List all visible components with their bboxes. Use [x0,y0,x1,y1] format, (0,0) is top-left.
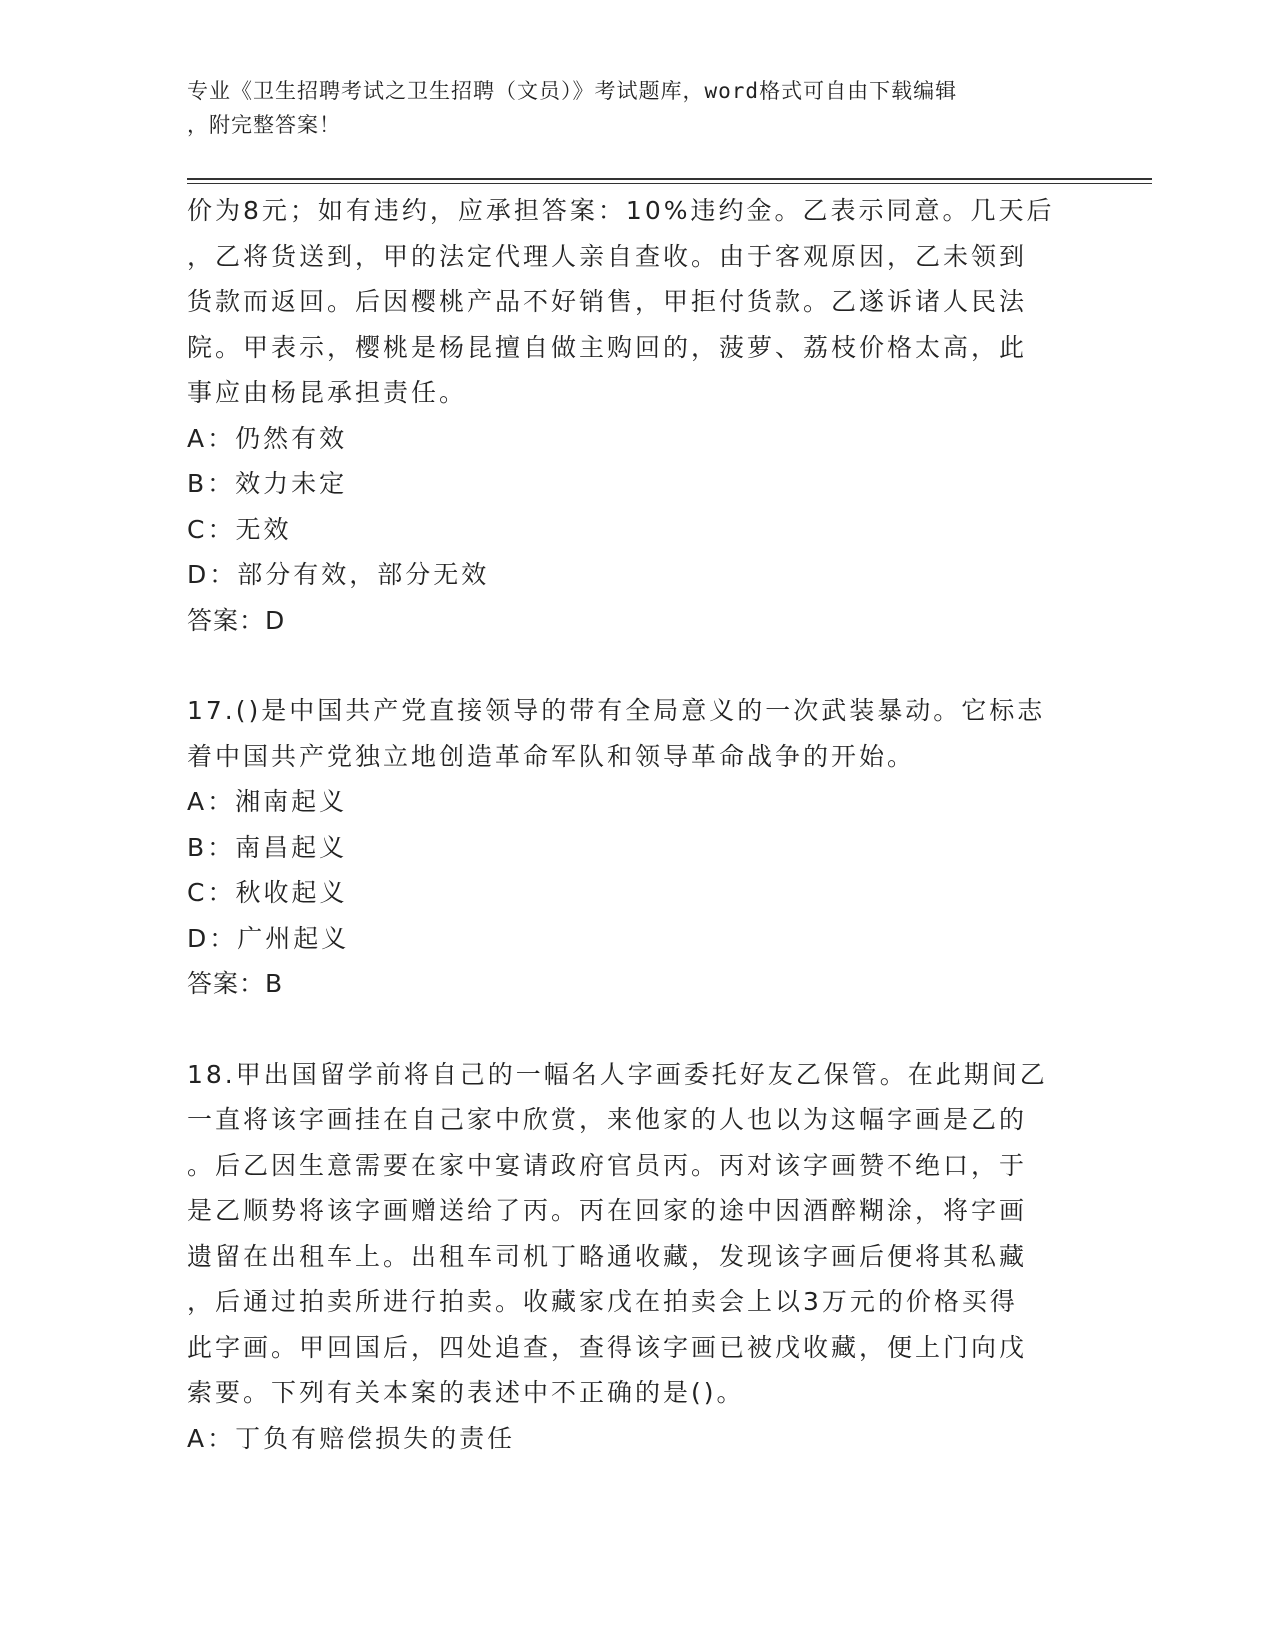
question-16 [187,188,1087,643]
header-line: 专业《卫生招聘考试之卫生招聘（文员）》考试题库，word格式可自由下载编辑 [187,79,958,103]
option-d: D：广州起义 [187,923,350,953]
answer-label: 答案：D [187,605,286,635]
question-text-line: ，乙将货送到，甲的法定代理人亲自查收。由于客观原因，乙未领到 [187,241,1028,271]
question-text-line: 。后乙因生意需要在家中宴请政府官员丙。丙对该字画赞不绝口，于 [187,1150,1028,1180]
question-text-line: 此字画。甲回国后，四处追查，查得该字画已被戊收藏，便上门向戊 [187,1332,1028,1362]
question-17 [187,688,1087,1007]
header-divider [187,178,1152,180]
question-gap [187,643,1087,688]
option-a: A：仍然有效 [187,423,348,453]
option-b: B：南昌起义 [187,832,348,862]
question-text-line: 货款而返回。后因樱桃产品不好销售，甲拒付货款。乙遂诉诸人民法 [187,287,1028,316]
question-text-line: 遗留在出租车上。出租车司机丁略通收藏，发现该字画后便将其私藏 [187,1241,1028,1271]
option-a: A：湘南起义 [187,787,348,816]
document-header [187,74,1087,142]
question-text-line: 价为8元；如有违约，应承担答案：10%违约金。乙表示同意。几天后 [187,196,1055,225]
option-c: C：无效 [187,514,292,544]
question-text-line: 18.甲出国留学前将自己的一幅名人字画委托好友乙保管。在此期间乙 [187,1059,1048,1089]
option-a: A：丁负有赔偿损失的责任 [187,1423,516,1453]
question-text-line: ，后通过拍卖所进行拍卖。收藏家戊在拍卖会上以3万元的价格买得 [187,1287,1018,1316]
option-d: D：部分有效，部分无效 [187,560,490,589]
question-text-line: 是乙顺势将该字画赠送给了丙。丙在回家的途中因酒醉糊涂，将字画 [187,1196,1028,1225]
question-gap [187,1007,1087,1052]
question-text-line: 事应由杨昆承担责任。 [187,378,468,407]
question-text-line: 着中国共产党独立地创造革命军队和领导革命战争的开始。 [187,741,916,771]
header-line: ，附完整答案！ [187,113,341,137]
document-body [187,188,1087,1461]
question-18 [187,1052,1087,1462]
option-c: C：秋收起义 [187,878,348,907]
question-text-line: 索要。下列有关本案的表述中不正确的是()。 [187,1378,745,1407]
question-text-line: 院。甲表示，樱桃是杨昆擅自做主购回的，菠萝、荔枝价格太高，此 [187,332,1028,362]
question-text-line: 一直将该字画挂在自己家中欣赏，来他家的人也以为这幅字画是乙的 [187,1105,1028,1134]
question-text-line: 17.()是中国共产党直接领导的带有全局意义的一次武装暴动。它标志 [187,696,1046,725]
answer-label: 答案：B [187,969,284,998]
header-divider-thin [187,183,1152,184]
option-b: B：效力未定 [187,469,348,498]
